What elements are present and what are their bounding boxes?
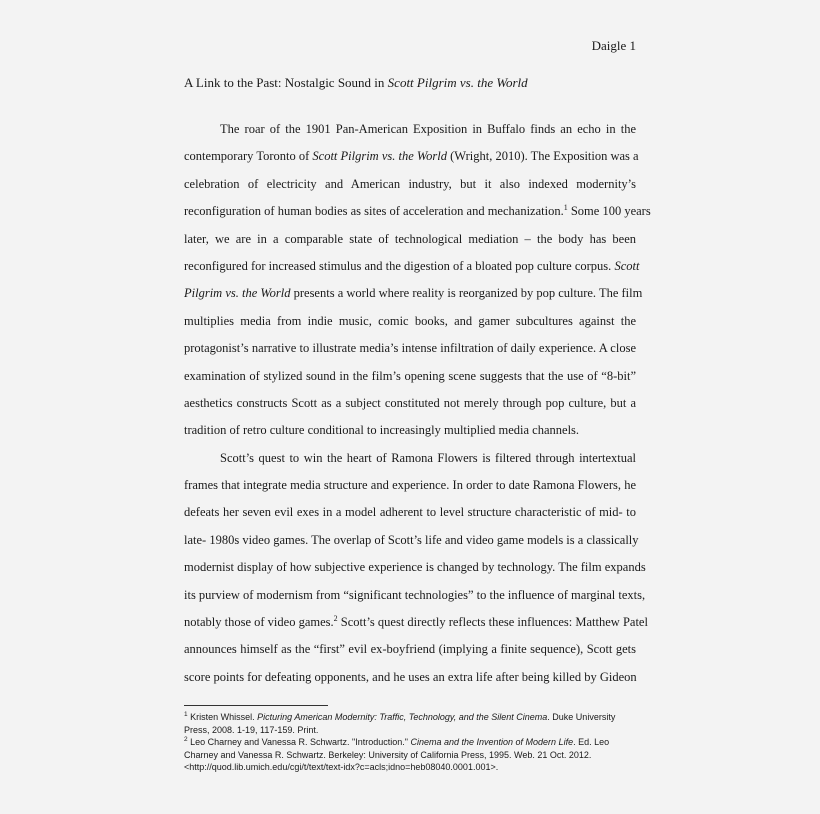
text-line: celebration of electricity and American industry, but it also indexed modernity’s	[184, 176, 636, 191]
text-line: multiplies media from indie music, comic books, and gamer subcultures against the	[184, 313, 636, 328]
text-line: tradition of retro culture conditional to increasingly multiplied media channels.	[184, 423, 580, 438]
footnote-ref-1[interactable]: 1	[563, 203, 568, 213]
text-line: notably those of video games.$^2$ Scott’s quest directly reflects these influences: Matthew Patel	[184, 613, 648, 630]
text-line: later, we are in a comparable state of technological mediation – the body has been	[184, 231, 636, 246]
text-line: defeats her seven evil exes in a model adherent to level structure characteristic of mid- to	[184, 505, 636, 520]
footnote-1: $^1$ Kristen Whissel. Picturing American Modernity: Traffic, Technology, and the Silent Cinema. Duke University	[184, 711, 616, 722]
text-line: Pilgrim vs. the World presents a world where reality is reorganized by pop culture. The film	[184, 286, 643, 301]
paper-title: A Link to the Past: Nostalgic Sound in Scott Pilgrim vs. the World	[184, 75, 528, 90]
footnote-ref-2[interactable]: 2	[333, 613, 338, 623]
footnotes	[184, 711, 636, 774]
text-line: aesthetics constructs Scott as a subject constituted not merely through pop culture, but a	[184, 395, 636, 410]
footnote-2-cont: Charney and Vanessa R. Schwartz. Berkeley: University of California Press, 1995. Web. 21 Oct. 2012.	[184, 749, 592, 760]
title-film-name: Scott Pilgrim vs. the World	[387, 75, 528, 90]
paper-body	[184, 116, 651, 691]
paragraph-1	[184, 116, 651, 445]
paragraph-2	[184, 445, 648, 692]
text-line: announces himself as the “first” evil ex-boyfriend (implying a finite sequence), Scott gets	[184, 642, 636, 657]
text-line: Scott’s quest to win the heart of Ramona Flowers is filtered through intertextual	[220, 450, 636, 465]
text-line: score points for defeating opponents, and he uses an extra life after being killed by Gideon	[184, 669, 637, 684]
text-line: contemporary Toronto of Scott Pilgrim vs. the World (Wright, 2010). The Exposition was a	[184, 149, 639, 164]
footnote-2-url[interactable]: <http://quod.lib.umich.edu/cgi/t/text/text-idx?c=acls;idno=heb08040.0001.001>.	[184, 762, 499, 772]
text-line: late- 1980s video games. The overlap of Scott’s life and video game models is a classically	[184, 532, 639, 547]
text-line: frames that integrate media structure and experience. In order to date Ramona Flowers, he	[184, 478, 636, 493]
text-line: examination of stylized sound in the film’s opening scene suggests that the use of “8-bit”	[184, 368, 636, 383]
text-line: its purview of modernism from “significant technologies” to the influence of marginal texts,	[184, 587, 646, 602]
text-line: protagonist’s narrative to illustrate media’s intense infiltration of daily experience. A close	[184, 341, 636, 356]
text-line: reconfiguration of human bodies as sites of acceleration and mechanization.$^1$ Some 100 years	[184, 203, 651, 219]
text-line: reconfigured for increased stimulus and the digestion of a bloated pop culture corpus. Scott	[184, 258, 640, 273]
footnote-1-cont: Press, 2008. 1-19, 117-159. Print.	[184, 724, 319, 735]
footnote-divider	[184, 705, 328, 706]
text-line: The roar of the 1901 Pan-American Exposition in Buffalo finds an echo in the	[220, 122, 636, 136]
footnote-2: $^2$ Leo Charney and Vanessa R. Schwartz. "Introduction." Cinema and the Invention of Modern Life. Ed. Leo	[184, 736, 610, 747]
text-line: modernist display of how subjective experience is changed by technology. The film expands	[184, 560, 646, 575]
running-header-page-number: Daigle 1	[591, 38, 636, 53]
